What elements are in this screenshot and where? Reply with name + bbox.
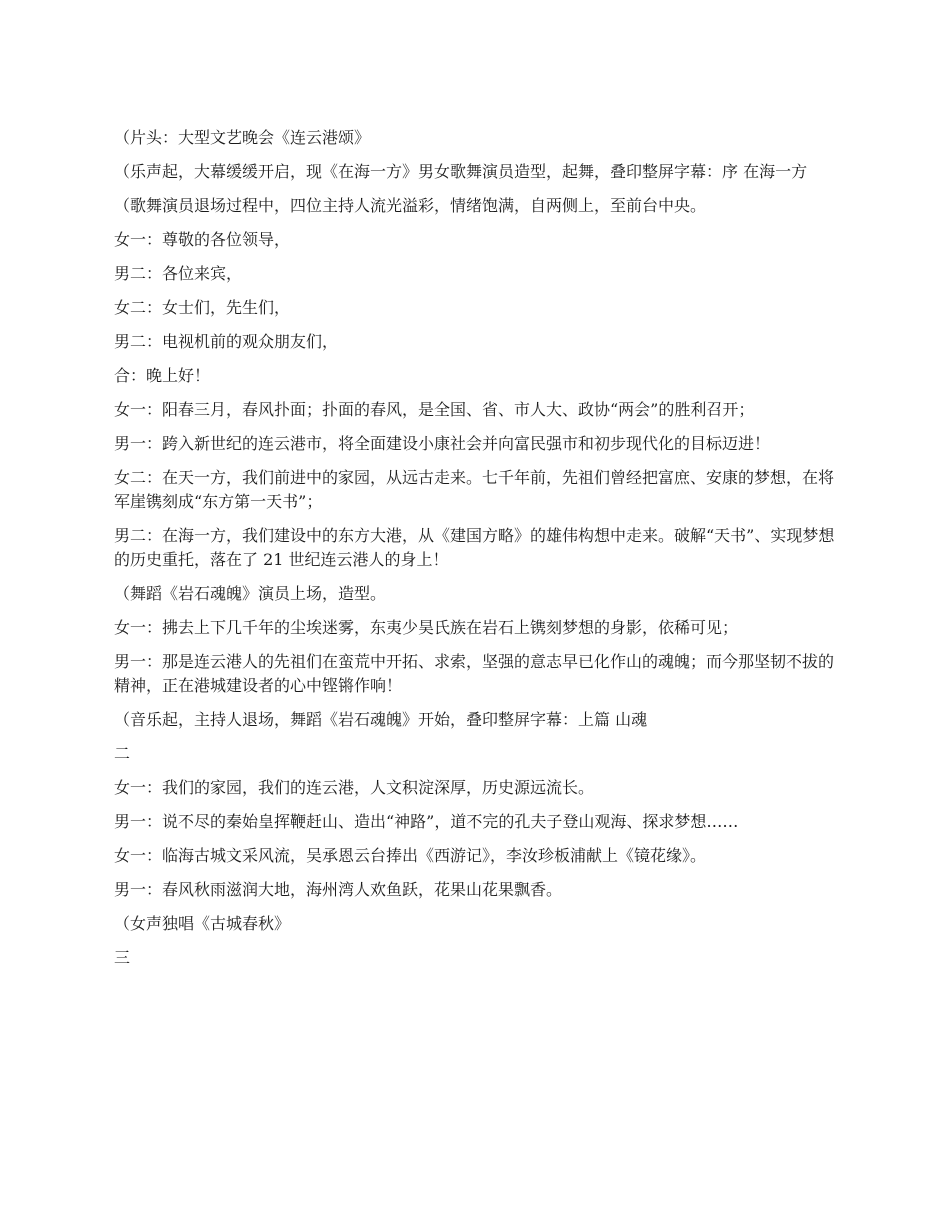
- paragraph-stage-direction-curtain: （乐声起，大幕缓缓开启，现《在海一方》男女歌舞演员造型，起舞，叠印整屏字幕：序 在海一方: [114, 162, 808, 181]
- paragraph-stage-direction-solo: （女声独唱《古城春秋》: [114, 914, 291, 933]
- paragraph-dialogue: 男二：电视机前的观众朋友们，: [114, 332, 339, 351]
- section-heading-two: 二: [114, 744, 131, 763]
- paragraph-dialogue: 男二：在海一方，我们建设中的东方大港，从《建国方略》的雄伟构想中走来。破解“天书”、实现梦想的历史重托，落在了 21 世纪连云港人的身上！: [114, 526, 835, 569]
- paragraph-dialogue: 合：晚上好！: [114, 366, 211, 385]
- section-heading-three: 三: [114, 948, 131, 967]
- paragraph-dialogue: 男二：各位来宾，: [114, 264, 243, 283]
- paragraph-dialogue: 女一：临海古城文采风流，吴承恩云台捧出《西游记》，李汝珍板浦献上《镜花缘》。: [114, 846, 707, 865]
- paragraph-dialogue: 女一：我们的家园，我们的连云港，人文积淀深厚，历史源远流长。: [114, 778, 595, 797]
- paragraph-dialogue: 男一：那是连云港人的先祖们在蛮荒中开拓、求索，坚强的意志早已化作山的魂魄；而今那坚韧不拔的精神，正在港城建设者的心中铿锵作响！: [114, 652, 835, 695]
- paragraph-dialogue: 女一：拂去上下几千年的尘埃迷雾，东夷少昊氏族在岩石上镌刻梦想的身影，依稀可见；: [114, 618, 739, 637]
- paragraph-stage-direction-hosts: （歌舞演员退场过程中，四位主持人流光溢彩，情绪饱满，自两侧上，至前台中央。: [114, 196, 707, 215]
- paragraph-dialogue: 女二：女士们，先生们，: [114, 298, 291, 317]
- paragraph-stage-direction-dance: （舞蹈《岩石魂魄》演员上场，造型。: [114, 584, 387, 603]
- paragraph-dialogue: 女一：阳春三月，春风扑面；扑面的春风，是全国、省、市人大、政协“两会”的胜利召开；: [114, 400, 755, 419]
- paragraph-dialogue: 男一：春风秋雨滋润大地，海州湾人欢鱼跃，花果山花果飘香。: [114, 880, 563, 899]
- paragraph-opening-title: （片头：大型文艺晚会《连云港颂》: [114, 128, 371, 147]
- paragraph-stage-direction-music: （音乐起，主持人退场，舞蹈《岩石魂魄》开始，叠印整屏字幕：上篇 山魂: [114, 710, 648, 729]
- paragraph-dialogue: 男一：跨入新世纪的连云港市，将全面建设小康社会并向富民强市和初步现代化的目标迈进！: [114, 434, 771, 453]
- paragraph-dialogue: 女二：在天一方，我们前进中的家园，从远古走来。七千年前，先祖们曾经把富庶、安康的梦想，在将军崖镌刻成“东方第一天书”；: [114, 468, 835, 511]
- document-page: [114, 126, 840, 980]
- paragraph-dialogue: 女一：尊敬的各位领导，: [114, 230, 291, 249]
- paragraph-dialogue: 男一：说不尽的秦始皇挥鞭赶山、造出“神路”，道不完的孔夫子登山观海、探求梦想……: [114, 812, 739, 831]
